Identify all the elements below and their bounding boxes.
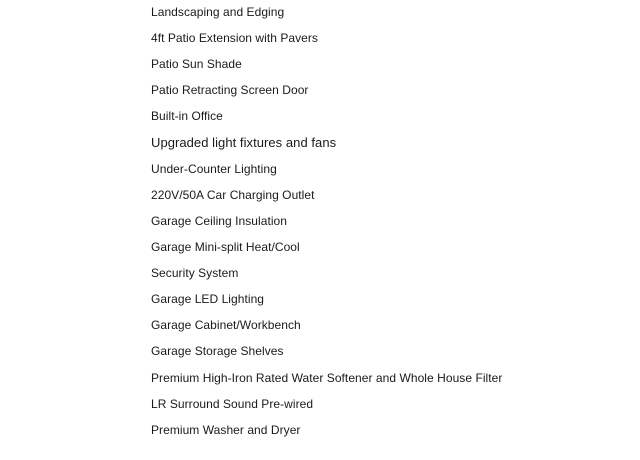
feature-item: 4ft Patio Extension with Pavers	[151, 31, 318, 45]
feature-item: 220V/50A Car Charging Outlet	[151, 188, 315, 202]
feature-item: Patio Sun Shade	[151, 57, 242, 71]
feature-item: Security System	[151, 266, 239, 280]
feature-item: Premium Washer and Dryer	[151, 423, 301, 437]
feature-item: Garage Cabinet/Workbench	[151, 318, 301, 332]
feature-item: Landscaping and Edging	[151, 5, 285, 19]
feature-item: Built-in Office	[151, 109, 223, 123]
feature-item: Patio Retracting Screen Door	[151, 83, 309, 97]
feature-item: Garage Storage Shelves	[151, 344, 284, 358]
feature-item: Upgraded light fixtures and fans	[151, 135, 337, 150]
feature-item: Garage Ceiling Insulation	[151, 214, 287, 228]
feature-item: Garage Mini-split Heat/Cool	[151, 240, 300, 254]
feature-item: Under-Counter Lighting	[151, 162, 277, 176]
feature-item: Garage LED Lighting	[151, 292, 265, 306]
feature-item: LR Surround Sound Pre-wired	[151, 397, 314, 411]
feature-item: Premium High-Iron Rated Water Softener and Whole House Filter	[151, 371, 503, 385]
